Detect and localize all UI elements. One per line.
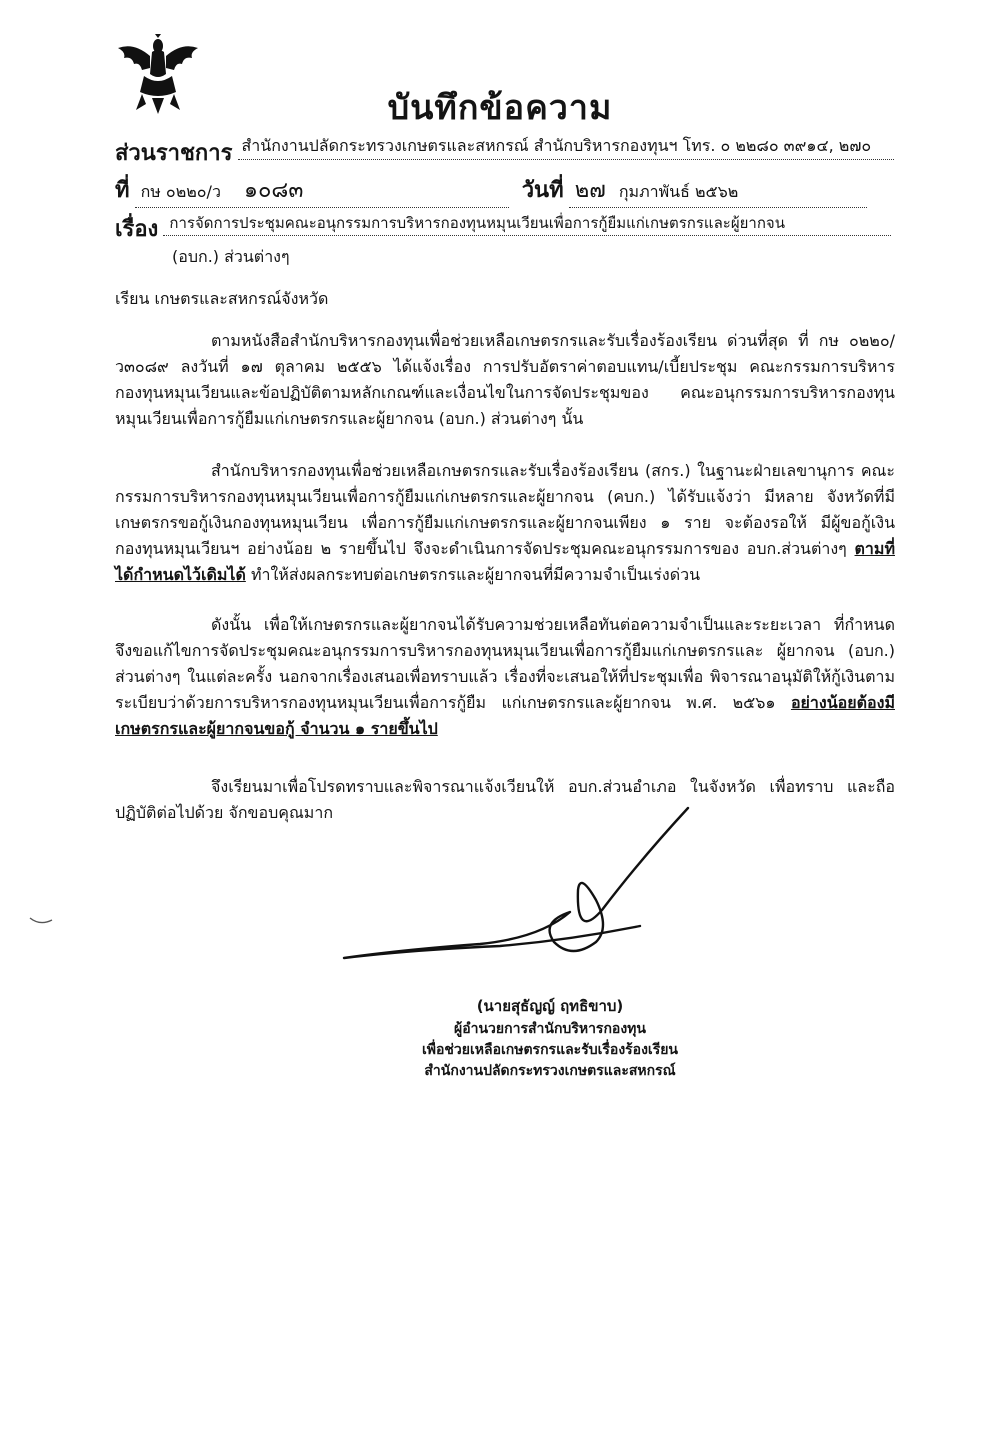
date-field <box>569 172 867 208</box>
subject-line-1: การจัดการประชุมคณะอนุกรรมการบริหารกองทุนหมุนเวียนเพื่อการกู้ยืมแก่เกษตรกรและผู้ยากจน <box>163 211 891 236</box>
salutation: เรียน เกษตรและสหกรณ์จังหวัด <box>115 289 329 308</box>
paragraph-2-text-b: ทำให้ส่งผลกระทบต่อเกษตรกรและผู้ยากจนที่มีความจำเป็นเร่งด่วน <box>245 565 701 584</box>
paragraph-1: ตามหนังสือสำนักบริหารกองทุนเพื่อช่วยเหลือเกษตรกรและรับเรื่องร้องเรียน ด่วนที่สุด ที่ กษ ๐๒๒๐/ว๓๐๘๙ ลงวันที่ ๑๗ ตุลาคม ๒๕๕๖ ได้แจ้งเรื่อง การปรับอัตราค่าตอบแทน/เบี้ยประชุม คณะกรรมการบริหารกองทุนหมุนเวียนและข้อปฏิบัติตามหลักเกณฑ์และเงื่อนไขในการจัดประชุมของ คณะอนุกรรมการบริหารกองทุนหมุนเวียนเพื่อการกู้ยืมแก่เกษตรกรและผู้ยากจน (อบก.) ส่วนต่างๆ นั้น <box>115 331 895 428</box>
signer-position-3: สำนักงานปลัดกระทรวงเกษตรและสหกรณ์ <box>424 1063 676 1079</box>
paragraph-2-text-a: สำนักบริหารกองทุนเพื่อช่วยเหลือเกษตรกรและรับเรื่องร้องเรียน (สกร.) ในฐานะฝ่ายเลขานุการ คณะกรรมการบริหารกองทุนหมุนเวียนเพื่อการกู้ยืมแก่เกษตรกรและผู้ยากจน (คบก.) ได้รับแจ้งว่า มีหลาย จังหวัดที่มีเกษตรกรขอกู้เงินกองทุนหมุนเวียน เพื่อการกู้ยืมแก่เกษตรกรและผู้ยากจนเพียง ๑ ราย จะต้องรอให้ มีผู้ขอกู้เงินกองทุนหมุนเวียนฯ อย่างน้อย ๒ รายขึ้นไป จึงจะดำเนินการจัดประชุมคณะอนุกรรมการของ อบก.ส่วนต่างๆ <box>115 461 895 558</box>
paragraph-3-emphasis: อย่างน้อยต้องมีเกษตรกรและผู้ยากจนขอกู้ จำนวน ๑ รายขึ้นไป <box>115 693 895 738</box>
scan-mark-icon <box>28 914 54 928</box>
reference-field <box>135 172 509 208</box>
handwritten-signature <box>340 800 720 980</box>
paragraph-2 <box>115 458 895 588</box>
paragraph-3 <box>115 612 895 742</box>
reference-label: ที่ <box>115 178 130 203</box>
date-value: กุมภาพันธ์ ๒๕๖๒ <box>618 182 739 201</box>
department-value: สำนักงานปลัดกระทรวงเกษตรและสหกรณ์ สำนักบริหารกองทุนฯ โทร. ๐ ๒๒๘๐ ๓๙๑๔, ๒๗๐ <box>238 134 894 160</box>
signature-block <box>300 996 800 1082</box>
subject-row <box>115 211 905 246</box>
reference-row <box>115 172 897 208</box>
paragraph-2-emphasis: ตามที่ได้กำหนดไว้เดิมได้ <box>115 539 895 584</box>
signer-position-2: เพื่อช่วยเหลือเกษตรกรและรับเรื่องร้องเรียน <box>421 1042 678 1058</box>
date-day: ๒๗ <box>574 178 606 203</box>
reference-value: กษ ๐๒๒๐/ว <box>140 182 221 201</box>
subject-label: เรื่อง <box>115 217 159 242</box>
reference-handwritten: ๑๐๘๓ <box>244 178 304 203</box>
memo-title: บันทึกข้อความ <box>387 88 613 128</box>
paragraph-3-text: ดังนั้น เพื่อให้เกษตรกรและผู้ยากจนได้รับความช่วยเหลือทันต่อความจำเป็นและระยะเวลา ที่กำหนด จึงขอแก้ไขการจัดประชุมคณะอนุกรรมการบริหารกองทุนหมุนเวียนเพื่อการกู้ยืมแก่เกษตรกรและ ผู้ยากจน (อบก.) ส่วนต่างๆ ในแต่ละครั้ง นอกจากเรื่องเสนอเพื่อทราบแล้ว เรื่องที่จะเสนอให้ที่ประชุมเพื่อ พิจารณาอนุมัติให้กู้เงินตามระเบียบว่าด้วยการบริหารกองทุนหมุนเวียนเพื่อการกู้ยืม แก่เกษตรกรและผู้ยากจน พ.ศ. ๒๕๖๑ <box>115 615 895 712</box>
date-label: วันที่ <box>521 178 564 203</box>
subject-line-2: (อบก.) ส่วนต่างๆ <box>172 247 290 266</box>
department-row <box>115 134 897 170</box>
paragraph-4: จึงเรียนมาเพื่อโปรดทราบและพิจารณาแจ้งเวียนให้ อบก.ส่วนอำเภอ ในจังหวัด เพื่อทราบ และถือปฏิบัติต่อไปด้วย จักขอบคุณมาก <box>115 777 895 822</box>
signer-name: (นายสุธัญญ์ ฤทธิขาบ) <box>476 997 624 1015</box>
department-label: ส่วนราชการ <box>115 141 233 166</box>
signer-position-1: ผู้อำนวยการสำนักบริหารกองทุน <box>454 1021 646 1037</box>
